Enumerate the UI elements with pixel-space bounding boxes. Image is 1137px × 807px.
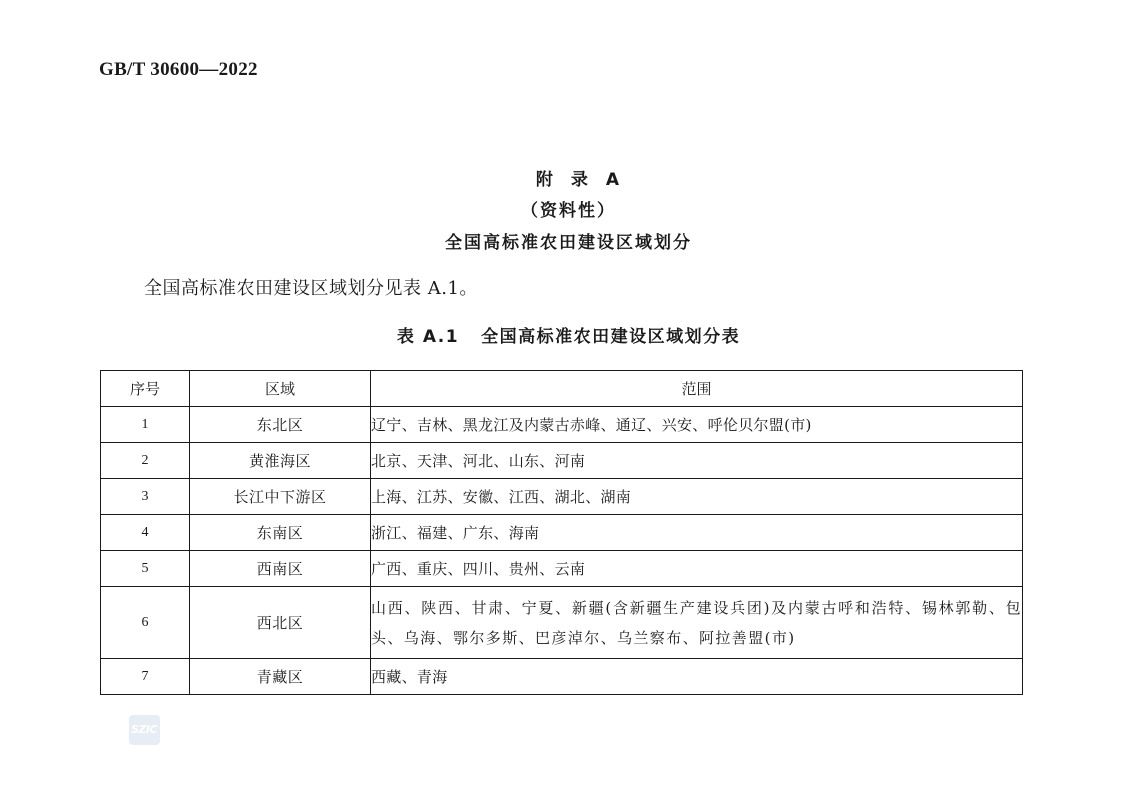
header-seq: 序号 [101,371,190,407]
row-seq: 6 [101,587,190,659]
row-region: 西北区 [190,587,371,659]
header-region: 区域 [190,371,371,407]
publisher-watermark-logo [129,715,160,745]
table-row [101,407,1023,443]
table-row [101,551,1023,587]
standard-code: GB/T 30600—2022 [99,59,258,80]
row-region: 东北区 [190,407,371,443]
table-row [101,659,1023,695]
table-caption [0,322,1137,347]
row-region: 长江中下游区 [190,479,371,515]
row-region: 东南区 [190,515,371,551]
table-row [101,587,1023,659]
row-scope: 北京、天津、河北、山东、河南 [371,443,1023,479]
annex-title: 附录A [535,170,638,190]
row-seq: 7 [101,659,190,695]
row-scope: 西藏、青海 [371,659,1023,695]
row-scope: 辽宁、吉林、黑龙江及内蒙古赤峰、通辽、兴安、呼伦贝尔盟(市) [371,407,1023,443]
intro-paragraph: 全国高标准农田建设区域划分见表 A.1。 [144,278,478,299]
annex-name: 全国高标准农田建设区域划分 [445,233,692,253]
region-division-table [100,370,1023,695]
table-header-row [101,371,1023,407]
row-scope: 浙江、福建、广东、海南 [371,515,1023,551]
watermark-text: SZIC [131,723,158,736]
row-region: 西南区 [190,551,371,587]
row-seq: 2 [101,443,190,479]
row-seq: 3 [101,479,190,515]
row-region: 青藏区 [190,659,371,695]
row-region: 黄淮海区 [190,443,371,479]
row-scope: 广西、重庆、四川、贵州、云南 [371,551,1023,587]
table-caption-title: 全国高标准农田建设区域划分表 [481,327,741,347]
row-scope: 山西、陕西、甘肃、宁夏、新疆(含新疆生产建设兵团)及内蒙古呼和浩特、锡林郭勒、包头、乌海、鄂尔多斯、巴彦淖尔、乌兰察布、阿拉善盟(市) [371,587,1023,659]
row-seq: 1 [101,407,190,443]
table-row [101,443,1023,479]
annex-type: （资料性） [521,201,616,221]
row-seq: 4 [101,515,190,551]
table-row [101,515,1023,551]
header-scope: 范围 [371,371,1023,407]
row-seq: 5 [101,551,190,587]
row-scope: 上海、江苏、安徽、江西、湖北、湖南 [371,479,1023,515]
table-caption-number: 表 A.1 [396,327,460,347]
table-row [101,479,1023,515]
